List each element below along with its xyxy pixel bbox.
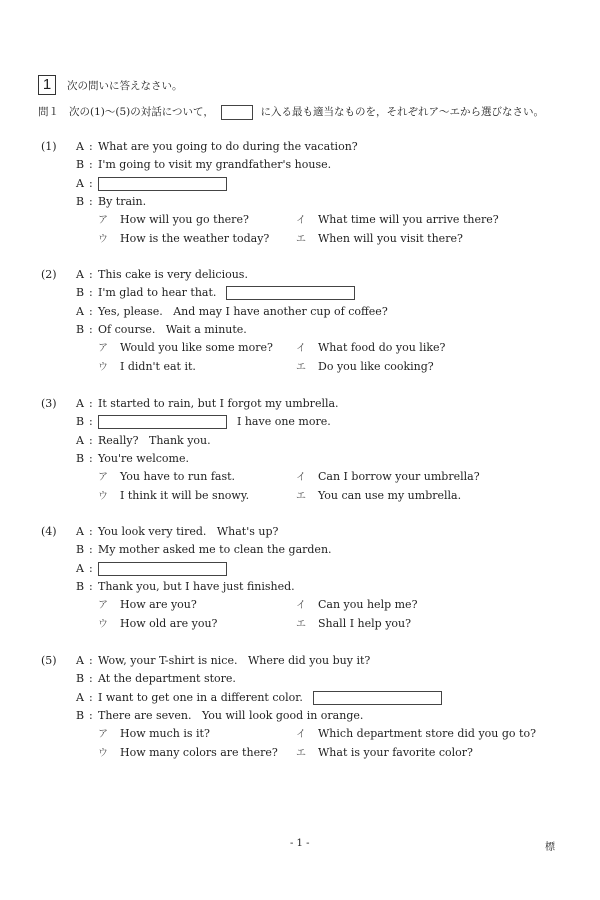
- speaker-label: A: [76, 140, 84, 153]
- speaker-label: B: [76, 286, 85, 300]
- speaker-label: B: [76, 194, 85, 208]
- speaker-label: A: [76, 268, 84, 281]
- dialogue-line: [76, 452, 189, 466]
- speaker-colon: :: [89, 525, 93, 538]
- choice-text: What time will you arrive there?: [318, 213, 499, 227]
- speaker-colon: :: [89, 708, 93, 722]
- choice-text: How much is it?: [120, 727, 210, 741]
- dialogue-text: At the department store.: [98, 672, 236, 686]
- dialogue-line: [76, 158, 331, 172]
- answer-blank[interactable]: [98, 177, 227, 191]
- question-instruction: 次の問いに答えなさい。: [67, 80, 183, 92]
- dialogue-text: I'm going to visit my grandfather's house.: [98, 158, 332, 172]
- blank-box-sample: [221, 105, 253, 120]
- dialogue-text: It started to rain, but I forgot my umbrella.: [98, 397, 339, 410]
- answer-choice[interactable]: [98, 232, 269, 246]
- problem-number: (4): [41, 525, 57, 538]
- speaker-colon: :: [89, 579, 93, 593]
- sub-instruction-before: 次の(1)〜(5)の対話について，: [69, 106, 214, 118]
- dialogue-line: [76, 415, 331, 429]
- choice-label: ウ: [98, 618, 108, 630]
- answer-choice[interactable]: [296, 727, 536, 741]
- dialogue-text: Of course. Wait a minute.: [98, 322, 247, 336]
- dialogue-line: [76, 562, 227, 576]
- choice-text: Which department store did you go to?: [318, 727, 536, 741]
- choice-label: ウ: [98, 233, 108, 245]
- choice-text: Do you like cooking?: [318, 359, 434, 373]
- choice-label: イ: [296, 729, 306, 741]
- choice-label: エ: [296, 747, 306, 759]
- speaker-label: B: [76, 451, 85, 465]
- dialogue-line: [76, 286, 355, 300]
- speaker-label: A: [76, 561, 84, 575]
- choice-text: How will you go there?: [120, 213, 249, 227]
- sub-label: 問１: [38, 106, 59, 118]
- choice-label: ウ: [98, 361, 108, 373]
- dialogue-line: [76, 691, 442, 705]
- speaker-colon: :: [89, 672, 93, 686]
- dialogue-line: [76, 543, 332, 557]
- choice-text: What food do you like?: [318, 341, 446, 355]
- choice-label: エ: [296, 361, 306, 373]
- choice-text: Would you like some more?: [120, 341, 273, 355]
- speaker-label: A: [76, 176, 84, 190]
- dialogue-text: Yes, please. And may I have another cup of coffee?: [98, 304, 388, 318]
- answer-choice[interactable]: [296, 746, 473, 760]
- choice-text: You can use my umbrella.: [318, 488, 462, 502]
- speaker-label: B: [76, 543, 85, 557]
- choice-label: ウ: [98, 490, 108, 502]
- dialogue-text: My mother asked me to clean the garden.: [98, 543, 332, 557]
- speaker-colon: :: [89, 415, 93, 429]
- sub-instruction: [38, 104, 544, 120]
- answer-choice[interactable]: [98, 341, 273, 355]
- choice-text: What is your favorite color?: [318, 745, 473, 759]
- choice-text: How are you?: [120, 598, 197, 612]
- choice-label: イ: [296, 215, 306, 227]
- answer-choice[interactable]: [98, 213, 249, 227]
- speaker-colon: :: [89, 433, 93, 447]
- choice-label: エ: [296, 618, 306, 630]
- speaker-colon: :: [89, 397, 93, 410]
- speaker-label: A: [76, 304, 84, 318]
- dialogue-line: [76, 323, 247, 337]
- speaker-colon: :: [89, 140, 93, 153]
- choice-text: I think it will be snowy.: [120, 488, 250, 502]
- speaker-label: A: [76, 525, 84, 538]
- choice-label: イ: [296, 472, 306, 484]
- speaker-label: A: [76, 433, 84, 447]
- dialogue-line: [76, 672, 236, 686]
- choice-text: Can you help me?: [318, 598, 418, 612]
- problem-number: (5): [41, 654, 57, 667]
- choice-label: ア: [98, 343, 108, 355]
- choice-text: How many colors are there?: [120, 745, 278, 759]
- speaker-colon: :: [89, 690, 93, 704]
- answer-choice[interactable]: [98, 746, 278, 760]
- dialogue-line: [76, 195, 146, 209]
- answer-choice[interactable]: [296, 213, 499, 227]
- dialogue-text: You're welcome.: [98, 451, 189, 465]
- answer-choice[interactable]: [98, 360, 196, 374]
- answer-choice[interactable]: [296, 489, 461, 503]
- dialogue-text: Really? Thank you.: [98, 433, 211, 447]
- dialogue-text: Wow, your T-shirt is nice. Where did you buy it?: [98, 654, 371, 667]
- speaker-label: B: [76, 708, 85, 722]
- speaker-colon: :: [89, 304, 93, 318]
- dialogue-line: [76, 140, 358, 154]
- dialogue-text: I'm glad to hear that.: [98, 286, 217, 300]
- speaker-colon: :: [89, 176, 93, 190]
- dialogue-text: By train.: [98, 194, 147, 208]
- speaker-label: B: [76, 672, 85, 686]
- choice-label: ア: [98, 600, 108, 612]
- answer-choice[interactable]: [296, 360, 434, 374]
- page-mark: 標: [545, 842, 555, 853]
- choice-text: I didn't eat it.: [120, 359, 196, 373]
- dialogue-text: This cake is very delicious.: [98, 268, 248, 281]
- dialogue-line: [76, 654, 370, 668]
- dialogue-line: [76, 525, 278, 539]
- speaker-label: A: [76, 690, 84, 704]
- choice-label: イ: [296, 600, 306, 612]
- answer-choice[interactable]: [98, 617, 217, 631]
- choice-text: How is the weather today?: [120, 231, 270, 245]
- answer-blank[interactable]: [226, 286, 355, 300]
- answer-blank[interactable]: [98, 562, 227, 576]
- dialogue-line: [76, 709, 363, 723]
- answer-blank[interactable]: [98, 415, 227, 429]
- speaker-label: B: [76, 579, 85, 593]
- choice-label: イ: [296, 343, 306, 355]
- dialogue-line: [76, 580, 295, 594]
- problem-number: (3): [41, 397, 57, 410]
- dialogue-text: Thank you, but I have just finished.: [98, 579, 295, 593]
- dialogue-line: [76, 177, 227, 191]
- speaker-colon: :: [89, 286, 93, 300]
- choice-text: When will you visit there?: [318, 231, 463, 245]
- choice-label: ウ: [98, 747, 108, 759]
- dialogue-line: [76, 434, 211, 448]
- answer-choice[interactable]: [98, 727, 210, 741]
- answer-choice[interactable]: [98, 470, 235, 484]
- dialogue-text: There are seven. You will look good in orange.: [98, 708, 364, 722]
- speaker-colon: :: [89, 561, 93, 575]
- speaker-colon: :: [89, 194, 93, 208]
- dialogue-text-after: I have one more.: [237, 415, 331, 429]
- problem-number: (1): [41, 140, 57, 153]
- speaker-colon: :: [89, 451, 93, 465]
- choice-text: Shall I help you?: [318, 616, 412, 630]
- dialogue-text: What are you going to do during the vacation?: [98, 140, 358, 153]
- answer-choice[interactable]: [296, 341, 445, 355]
- answer-choice[interactable]: [296, 617, 411, 631]
- choice-text: Can I borrow your umbrella?: [318, 470, 480, 484]
- page-number: - 1 -: [290, 838, 310, 849]
- speaker-label: A: [76, 397, 84, 410]
- question-number-box: 1: [38, 75, 56, 95]
- choice-text: How old are you?: [120, 616, 218, 630]
- dialogue-line: [76, 268, 248, 282]
- speaker-label: B: [76, 415, 85, 429]
- speaker-colon: :: [89, 158, 93, 172]
- dialogue-line: [76, 305, 388, 319]
- answer-choice[interactable]: [296, 598, 417, 612]
- speaker-colon: :: [89, 268, 93, 281]
- answer-choice[interactable]: [98, 489, 249, 503]
- answer-choice[interactable]: [296, 232, 463, 246]
- dialogue-line: [76, 397, 339, 411]
- answer-blank[interactable]: [313, 691, 442, 705]
- choice-label: エ: [296, 490, 306, 502]
- answer-choice[interactable]: [296, 470, 480, 484]
- choice-text: You have to run fast.: [120, 470, 236, 484]
- speaker-label: A: [76, 654, 84, 667]
- problem-number: (2): [41, 268, 57, 281]
- speaker-label: B: [76, 158, 85, 172]
- choice-label: ア: [98, 729, 108, 741]
- dialogue-text: I want to get one in a different color.: [98, 690, 303, 704]
- choice-label: エ: [296, 233, 306, 245]
- speaker-colon: :: [89, 654, 93, 667]
- choice-label: ア: [98, 215, 108, 227]
- answer-choice[interactable]: [98, 598, 197, 612]
- sub-instruction-after: に入る最も適当なものを，それぞれア〜エから選びなさい。: [260, 106, 545, 118]
- choice-label: ア: [98, 472, 108, 484]
- speaker-colon: :: [89, 322, 93, 336]
- speaker-label: B: [76, 322, 85, 336]
- speaker-colon: :: [89, 543, 93, 557]
- dialogue-text: You look very tired. What's up?: [98, 525, 279, 538]
